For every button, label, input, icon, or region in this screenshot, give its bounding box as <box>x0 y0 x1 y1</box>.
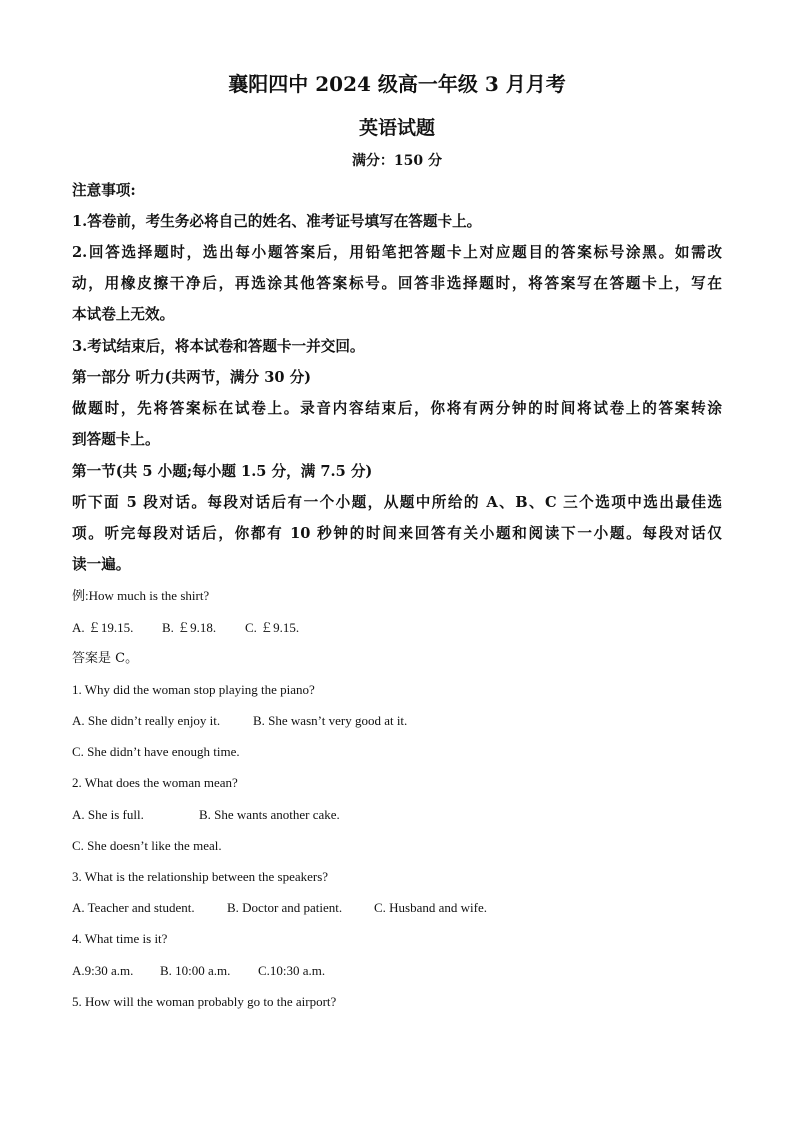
question-5-stem: 5. How will the woman probably go to the airport? <box>72 994 337 1009</box>
section1-heading: 第一节(共 5 小题;每小题 1.5 分，满 7.5 分) <box>72 463 373 480</box>
part1-instruction-b: 到答题卡上。 <box>72 431 160 448</box>
question-4-option-a: A.9:30 a.m. <box>72 963 134 978</box>
section1-instruction-c: 读一遍。 <box>72 556 131 573</box>
note-line-1: 1.答卷前，考生务必将自己的姓名、准考证号填写在答题卡上。 <box>72 213 482 230</box>
note-line-2c: 本试卷上无效。 <box>72 306 175 323</box>
example-question: 例:How much is the shirt? <box>72 588 210 603</box>
question-1-stem: 1. Why did the woman stop playing the piano? <box>72 682 315 697</box>
example-answer: 答案是 C。 <box>72 651 139 666</box>
exam-title: 襄阳四中 2024 级高一年级 3 月月考 <box>228 72 566 96</box>
question-1-option-a: A. She didn’t really enjoy it. <box>72 713 221 728</box>
question-3-stem: 3. What is the relationship between the speakers? <box>72 869 329 884</box>
question-2-option-c: C. She doesn’t like the meal. <box>72 838 222 853</box>
question-3-option-c: C. Husband and wife. <box>374 900 488 915</box>
question-2-option-a: A. She is full. <box>72 807 144 822</box>
question-2-stem: 2. What does the woman mean? <box>72 775 238 790</box>
note-line-2b: 动，用橡皮擦干净后，再选涂其他答案标号。回答非选择题时，将答案写在答题卡上，写在 <box>72 275 722 292</box>
part1-heading: 第一部分 听力(共两节，满分 30 分) <box>72 369 312 386</box>
question-1-option-b: B. She wasn’t very good at it. <box>253 713 408 728</box>
full-score: 满分：150 分 <box>351 153 443 169</box>
question-4-option-c: C.10:30 a.m. <box>258 963 326 978</box>
question-3-option-b: B. Doctor and patient. <box>227 900 343 915</box>
question-1-option-c: C. She didn’t have enough time. <box>72 744 240 759</box>
part1-instruction-a: 做题时，先将答案标在试卷上。录音内容结束后，你将有两分钟的时间将试卷上的答案转涂 <box>72 400 722 417</box>
notes-heading: 注意事项: <box>72 182 136 199</box>
question-3-option-a: A. Teacher and student. <box>72 900 195 915</box>
question-2-option-b: B. She wants another cake. <box>199 807 340 822</box>
example-option-c: C. ￡9.15. <box>245 620 300 635</box>
example-option-b: B. ￡9.18. <box>162 620 217 635</box>
note-line-2a: 2.回答选择题时，选出每小题答案后，用铅笔把答题卡上对应题目的答案标号涂黑。如需改 <box>72 244 722 261</box>
question-4-option-b: B. 10:00 a.m. <box>160 963 231 978</box>
subject-title: 英语试题 <box>358 117 435 139</box>
section1-instruction-b: 项。听完每段对话后，你都有 10 秒钟的时间来回答有关小题和阅读下一小题。每段对话仅 <box>72 525 722 542</box>
section1-instruction-a: 听下面 5 段对话。每段对话后有一个小题，从题中所给的 A、B、C 三个选项中选出最佳选 <box>72 494 722 511</box>
note-line-3: 3.考试结束后，将本试卷和答题卡一并交回。 <box>72 338 365 355</box>
question-4-stem: 4. What time is it? <box>72 931 168 946</box>
example-option-a: A. ￡19.15. <box>72 620 134 635</box>
